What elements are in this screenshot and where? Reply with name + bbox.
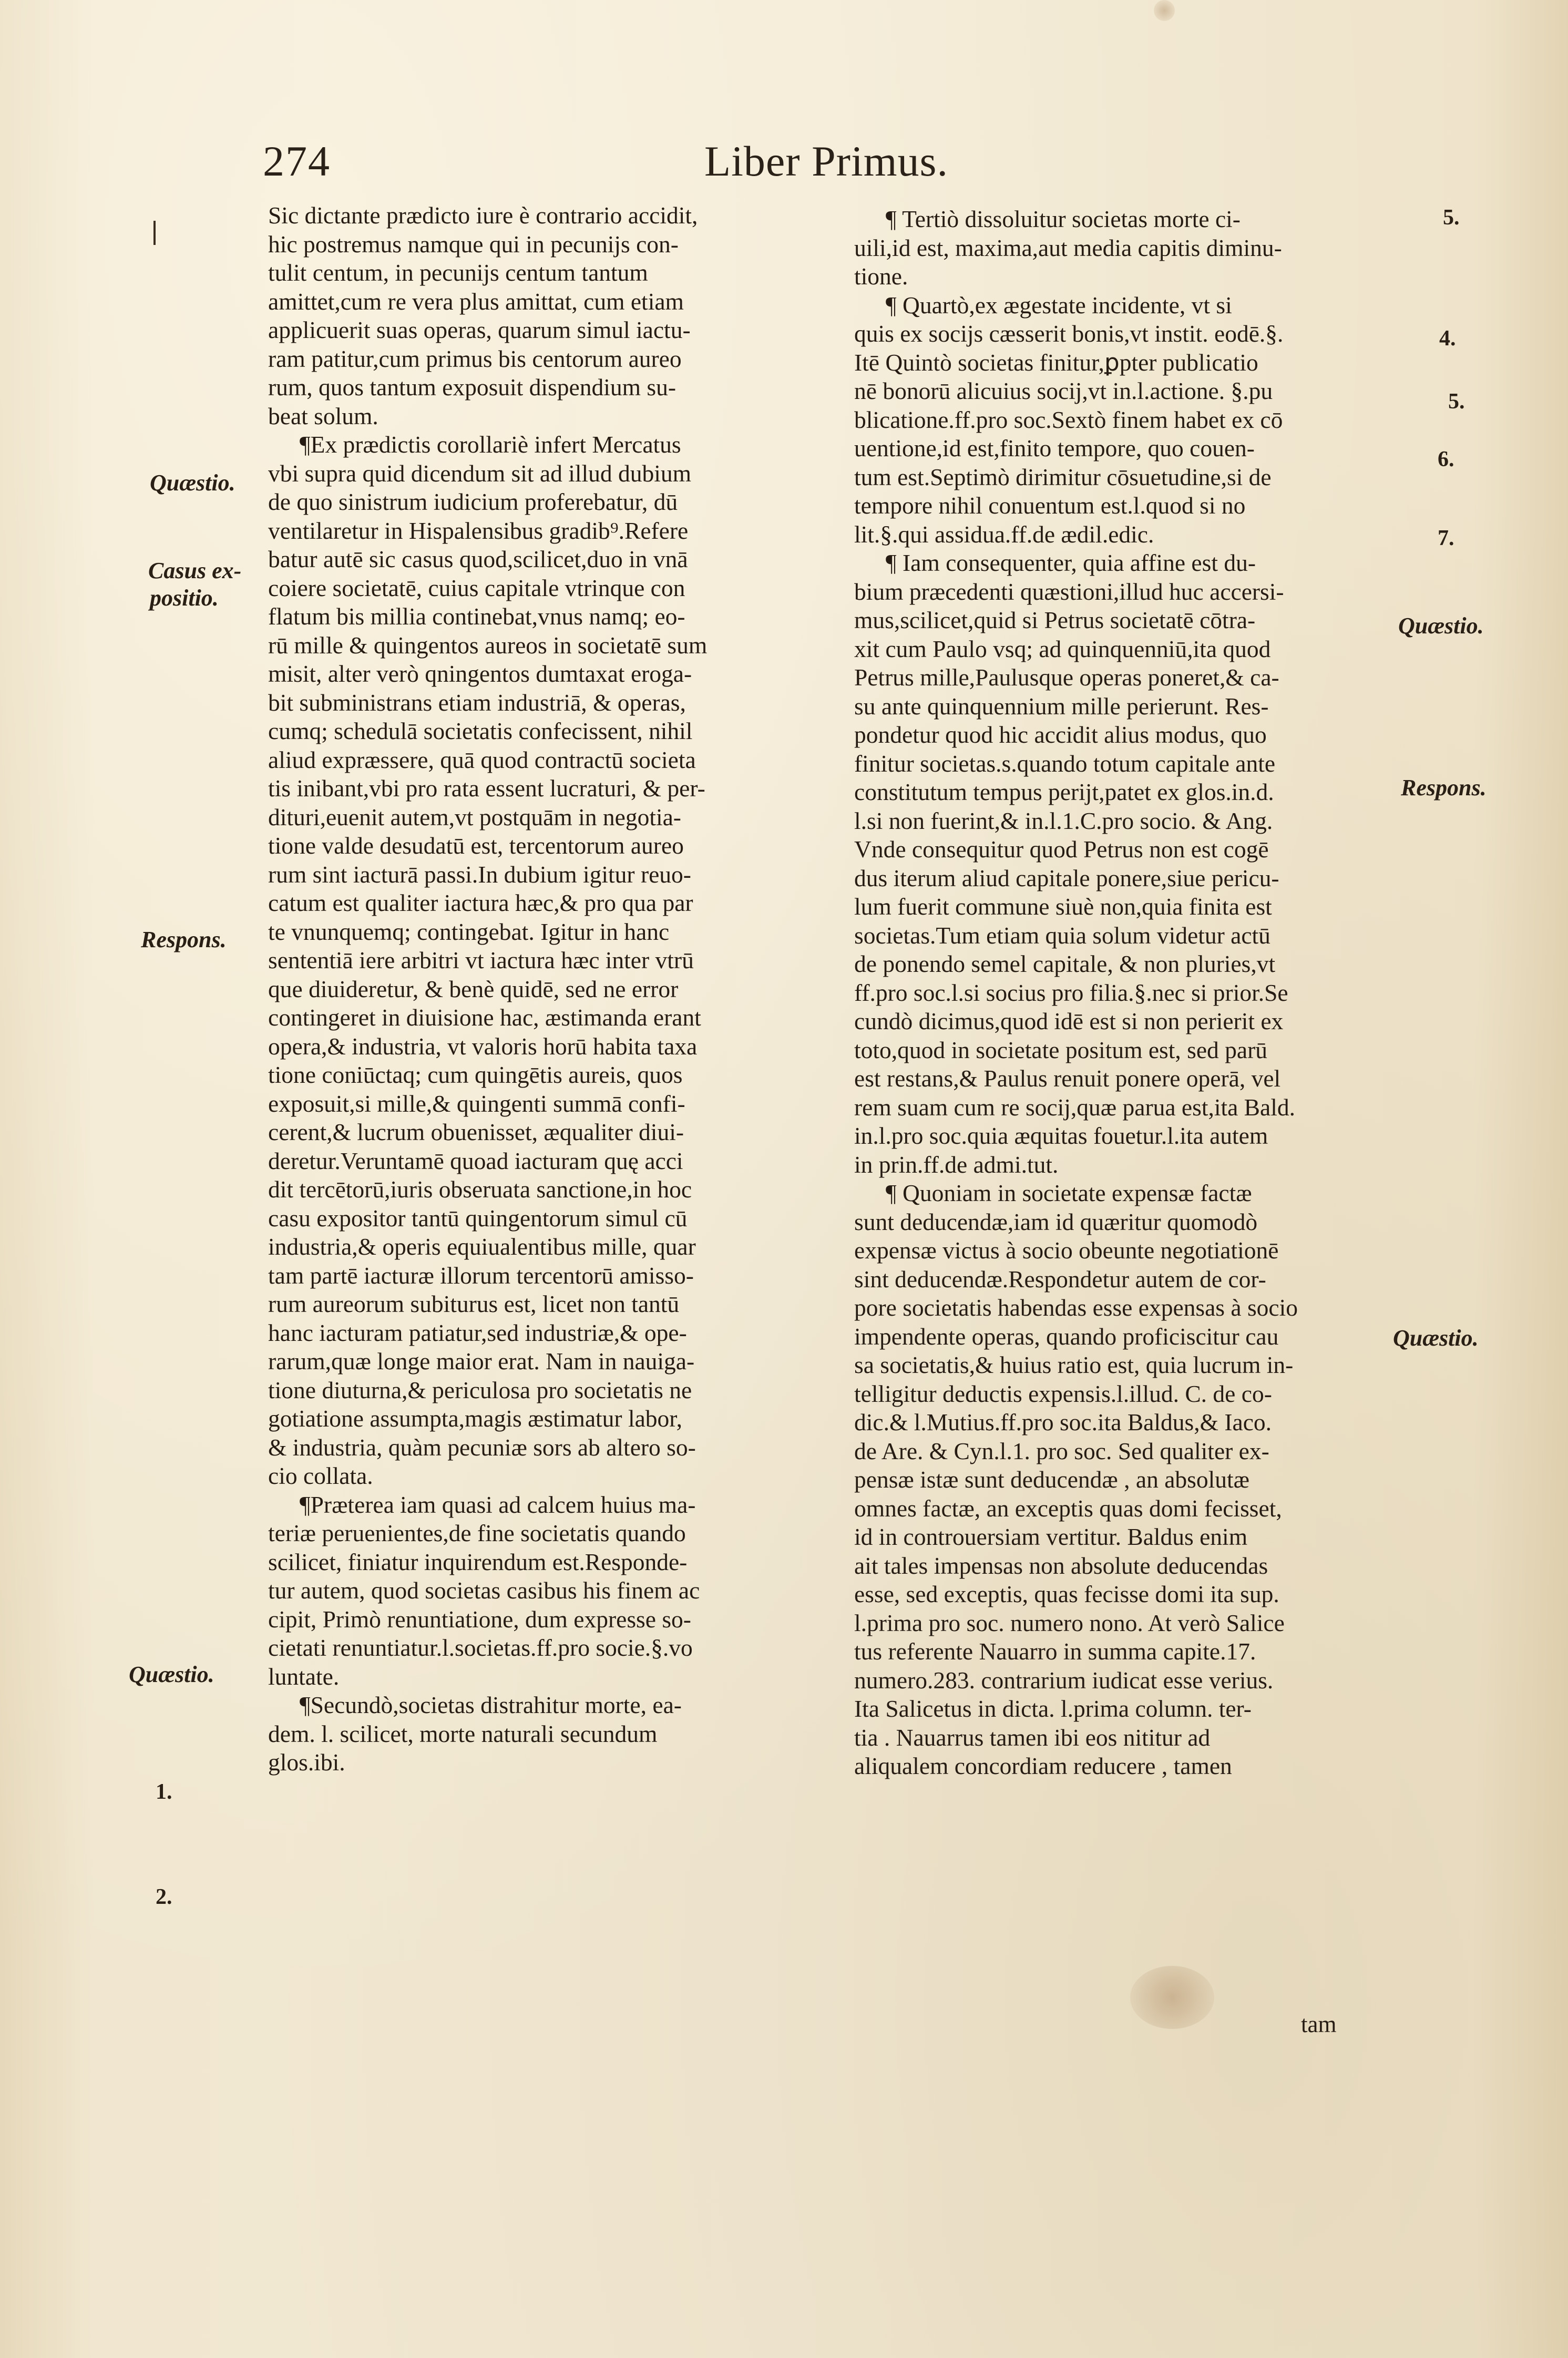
margin-number: 7. xyxy=(1438,526,1454,550)
text-line: in.l.pro soc.quia æquitas fouetur.l.ita autem xyxy=(854,1122,1268,1149)
text-line: l.si non fuerint,& in.l.1.C.pro socio. & Ang. xyxy=(854,807,1273,834)
text-line: cumq; schedulā societatis confecissent, nihil xyxy=(268,717,693,744)
text-line: l.prima pro soc. numero nono. At verò Salice xyxy=(854,1609,1285,1636)
text-line: ¶ Quartò,ex ægestate incidente, vt si xyxy=(886,291,1232,319)
text-line: tulit centum, in pecunijs centum tantum xyxy=(268,259,648,286)
text-line: id in controuersiam vertitur. Baldus enim xyxy=(854,1523,1248,1550)
text-line: rū mille & quingentos aureos in societatē sum xyxy=(268,631,708,659)
text-line: telligitur deductis expensis.l.illud. C. de co- xyxy=(854,1380,1272,1407)
margin-note-casus: Casus ex- xyxy=(148,558,242,583)
text-line: cundò dicimus,quod idē est si non perierit ex xyxy=(854,1008,1284,1034)
text-line: cio collata. xyxy=(268,1462,373,1489)
text-line: industria,& operis equiualentibus mille, quar xyxy=(268,1233,696,1260)
text-line: cietati renuntiatur.l.societas.ff.pro socie.§.vo xyxy=(268,1634,693,1661)
text-line: uentione,id est,finito tempore, quo couen- xyxy=(854,435,1255,462)
text-line: aliud expræssere, quā quod contractū societa xyxy=(268,746,696,773)
text-line: rum aureorum subiturus est, licet non tantū xyxy=(268,1290,680,1317)
text-line: coiere societatē, cuius capitale vtrinque con xyxy=(268,574,685,601)
text-line: applicuerit suas operas, quarum simul iactu- xyxy=(268,316,691,343)
text-line: xit cum Paulo vsq; ad quinquenniū,ita quod xyxy=(854,635,1271,662)
ink-stain xyxy=(1154,0,1175,21)
text-line: societas.Tum etiam quia solum videtur actū xyxy=(854,921,1270,949)
text-line: lum fuerit commune siuè non,quia finita est xyxy=(854,893,1272,920)
text-line: pore societatis habendas esse expensas à socio xyxy=(854,1294,1298,1321)
text-line: toto,quod in societate positum est, sed parū xyxy=(854,1036,1268,1063)
text-line: aliqualem concordiam reducere , tamen xyxy=(854,1752,1232,1779)
text-line: impendente operas, quando proficiscitur cau xyxy=(854,1322,1279,1350)
text-line: dus iterum aliud capitale ponere,siue pericu- xyxy=(854,864,1279,891)
text-line: Vnde consequitur quod Petrus non est cogē xyxy=(854,836,1269,863)
text-line: ¶Præterea iam quasi ad calcem huius ma- xyxy=(300,1491,696,1518)
text-line: hanc iacturam patiatur,sed industriæ,& ope- xyxy=(268,1319,687,1346)
margin-note-quaestio: Quæstio. xyxy=(1398,613,1484,639)
text-line: rum, quos tantum exposuit dispendium su- xyxy=(268,374,676,401)
text-line: expensæ victus à socio obeunte negotiationē xyxy=(854,1237,1279,1264)
text-line: ventilaretur in Hispalensibus gradib⁹.Refere xyxy=(268,517,689,544)
running-title: Liber Primus. xyxy=(704,137,948,185)
text-line: ¶ Quoniam in societate expensæ factæ xyxy=(886,1180,1252,1206)
text-line: numero.283. contrarium iudicat esse verius. xyxy=(854,1666,1274,1694)
text-line: rem suam cum re socij,quæ parua est,ita Bald. xyxy=(854,1093,1295,1121)
text-line: uili,id est, maxima,aut media capitis diminu- xyxy=(854,234,1282,261)
text-line: scilicet, finiatur inquirendum est.Responde- xyxy=(268,1548,688,1575)
margin-number: 4. xyxy=(1439,326,1456,351)
text-line: dit tercētorū,iuris obseruata sanctione,in hoc xyxy=(268,1176,692,1203)
text-line: sententiā iere arbitri vt iactura hæc inter vtrū xyxy=(268,947,694,973)
text-line: glos.ibi. xyxy=(268,1749,345,1776)
text-line: misit, alter verò qningentos dumtaxat eroga- xyxy=(268,660,692,687)
text-line: ff.pro soc.l.si socius pro filia.§.nec si prior.Se xyxy=(854,979,1288,1006)
text-line: lit.§.qui assidua.ff.de ædil.edic. xyxy=(854,520,1154,548)
text-line: quis ex socijs cæsserit bonis,vt instit. eodē.§. xyxy=(854,320,1284,347)
right-text-column xyxy=(854,205,1396,1781)
text-line: sa societatis,& huius ratio est, quia lucrum in- xyxy=(854,1351,1294,1378)
margin-note-positio: positio. xyxy=(150,585,219,611)
text-line: tia . Nauarrus tamen ibi eos nititur ad xyxy=(854,1724,1211,1751)
text-line: omnes factæ, an exceptis quas domi fecisset, xyxy=(854,1494,1282,1522)
margin-note-respons: Respons. xyxy=(1401,775,1487,801)
text-line: ait tales impensas non absolute deducendas xyxy=(854,1552,1268,1579)
ink-stain xyxy=(1130,1966,1214,2029)
margin-number: 2. xyxy=(156,1885,172,1909)
text-line: tam partē iacturæ illorum tercentorū amisso- xyxy=(268,1262,694,1289)
text-line: est restans,& Paulus renuit ponere operā, vel xyxy=(854,1065,1281,1092)
text-line: in prin.ff.de admi.tut. xyxy=(854,1151,1059,1178)
margin-number: 5. xyxy=(1443,206,1460,230)
text-line: su ante quinquennium mille perierunt. Res- xyxy=(854,692,1269,720)
text-line: blicatione.ff.pro soc.Sextò finem habet ex cō xyxy=(854,406,1283,433)
text-line: de ponendo semel capitale, & non pluries,vt xyxy=(854,950,1276,977)
page-header xyxy=(263,137,1419,194)
text-line: bium præcedenti quæstioni,illud huc accersi- xyxy=(854,578,1284,605)
text-line: ¶Secundò,societas distrahitur morte, ea- xyxy=(300,1691,682,1718)
text-line: cipit, Primò renuntiatione, dum expresse so- xyxy=(268,1605,691,1633)
text-line: ¶ Tertiò dissoluitur societas morte ci- xyxy=(886,206,1241,232)
text-line: dituri,euenit autem,vt postquām in negotia- xyxy=(268,803,681,831)
margin-note-quaestio: Quæstio. xyxy=(150,470,235,496)
text-line: Sic dictante prædicto iure è contrario accidit, xyxy=(268,202,698,229)
text-line: amittet,cum re vera plus amittat, cum etiam xyxy=(268,288,684,315)
text-line: tione. xyxy=(854,263,908,290)
text-line: ¶Ex prædictis corollariè infert Mercatus xyxy=(300,431,681,458)
margin-number: 5. xyxy=(1448,389,1465,414)
text-line: Itē Quintò societas finitur,ꝑpter publicatio xyxy=(854,348,1258,376)
margin-number: 6. xyxy=(1438,447,1454,471)
margin-number: 1. xyxy=(156,1780,172,1804)
text-line: bit subministrans etiam industriā, & operas, xyxy=(268,689,686,716)
text-line: rarum,quæ longe maior erat. Nam in nauiga- xyxy=(268,1348,695,1375)
text-line: tempore nihil conuentum est.l.quod si no xyxy=(854,492,1246,519)
text-line: constitutum tempus perijt,patet ex glos.in.d. xyxy=(854,778,1274,805)
text-line: dem. l. scilicet, morte naturali secundum xyxy=(268,1720,658,1747)
text-line: vbi supra quid dicendum sit ad illud dubium xyxy=(268,459,692,487)
text-line: batur autē sic casus quod,scilicet,duo in vnā xyxy=(268,546,688,572)
left-text-column xyxy=(268,201,809,1777)
text-line: mus,scilicet,quid si Petrus societatē cōtra- xyxy=(854,607,1256,633)
text-line: luntate. xyxy=(268,1663,340,1690)
text-line: Ita Salicetus in dicta. l.prima column. ter- xyxy=(854,1695,1252,1722)
text-line: exposuit,si mille,& quingenti summā confi- xyxy=(268,1090,685,1117)
margin-note-quaestio: Quæstio. xyxy=(129,1662,214,1687)
text-line: nē bonorū alicuius socij,vt in.l.actione. §.pu xyxy=(854,377,1273,404)
margin-note-quaestio: Quæstio. xyxy=(1393,1325,1479,1351)
text-line: opera,& industria, vt valoris horū habita taxa xyxy=(268,1032,698,1060)
text-line: tione valde desudatū est, tercentorum aureo xyxy=(268,832,684,859)
text-line: tione coniūctaq; cum quingētis aureis, quos xyxy=(268,1061,683,1088)
text-line: casu expositor tantū quingentorum simul cū xyxy=(268,1204,688,1232)
text-line: que diuideretur, & benè quidē, sed ne error xyxy=(268,975,679,1002)
text-line: hic postremus namque qui in pecunijs con- xyxy=(268,230,679,258)
folio-number: 274 xyxy=(263,137,331,185)
text-line: tur autem, quod societas casibus his finem ac xyxy=(268,1577,700,1604)
text-line: tione diuturna,& periculosa pro societatis ne xyxy=(268,1376,692,1403)
text-line: rum sint iacturā passi.In dubium igitur reuo- xyxy=(268,860,691,888)
text-line: tus referente Nauarro in summa capite.17. xyxy=(854,1638,1256,1665)
catchword: tam xyxy=(1301,2011,1337,2037)
text-line: ram patitur,cum primus bis centorum aureo xyxy=(268,345,682,372)
text-line: ¶ Iam consequenter, quia affine est du- xyxy=(886,549,1256,576)
text-line: te vnunquemq; contingebat. Igitur in hanc xyxy=(268,918,670,945)
text-line: beat solum. xyxy=(268,402,378,429)
text-line: de quo sinistrum iudicium proferebatur, dū xyxy=(268,488,678,515)
text-line: deretur.Veruntamē quoad iacturam quę acci xyxy=(268,1147,683,1174)
text-line: teriæ peruenientes,de fine societatis quando xyxy=(268,1520,686,1546)
text-line: finitur societas.s.quando totum capitale ante xyxy=(854,750,1276,777)
text-line: Petrus mille,Paulusque operas poneret,& ca- xyxy=(854,664,1279,691)
text-line: cerent,& lucrum obuenisset, æqualiter diui- xyxy=(268,1119,684,1145)
text-line: & industria, quàm pecuniæ sors ab altero so- xyxy=(268,1433,696,1461)
text-line: dic.& l.Mutius.ff.pro soc.ita Baldus,& Iaco. xyxy=(854,1409,1272,1436)
text-line: contingeret in diuisione hac, æstimanda erant xyxy=(268,1004,701,1031)
text-line: flatum bis millia continebat,vnus namq; eo- xyxy=(268,603,685,630)
text-line: de Are. & Cyn.l.1. pro soc. Sed qualiter ex- xyxy=(854,1437,1269,1464)
margin-note-respons: Respons. xyxy=(141,927,227,952)
text-line: esse, sed exceptis, quas fecisse domi ita sup. xyxy=(854,1581,1279,1607)
text-line: sint deducendæ.Respondetur autem de cor- xyxy=(854,1265,1266,1293)
margin-mark xyxy=(153,221,156,245)
text-line: sunt deducendæ,iam id quæritur quomodò xyxy=(854,1208,1258,1235)
text-line: catum est qualiter iactura hæc,& pro qua par xyxy=(268,889,693,916)
text-line: tum est.Septimò dirimitur cōsuetudine,si de xyxy=(854,463,1272,490)
text-line: pondetur quod hic accidit alius modus, quo xyxy=(854,721,1267,748)
text-line: gotiatione assumpta,magis æstimatur labor, xyxy=(268,1405,682,1432)
text-line: tis inibant,vbi pro rata essent lucraturi, & per- xyxy=(268,775,705,802)
text-line: pensæ istæ sunt deducendæ , an absolutæ xyxy=(854,1466,1249,1493)
